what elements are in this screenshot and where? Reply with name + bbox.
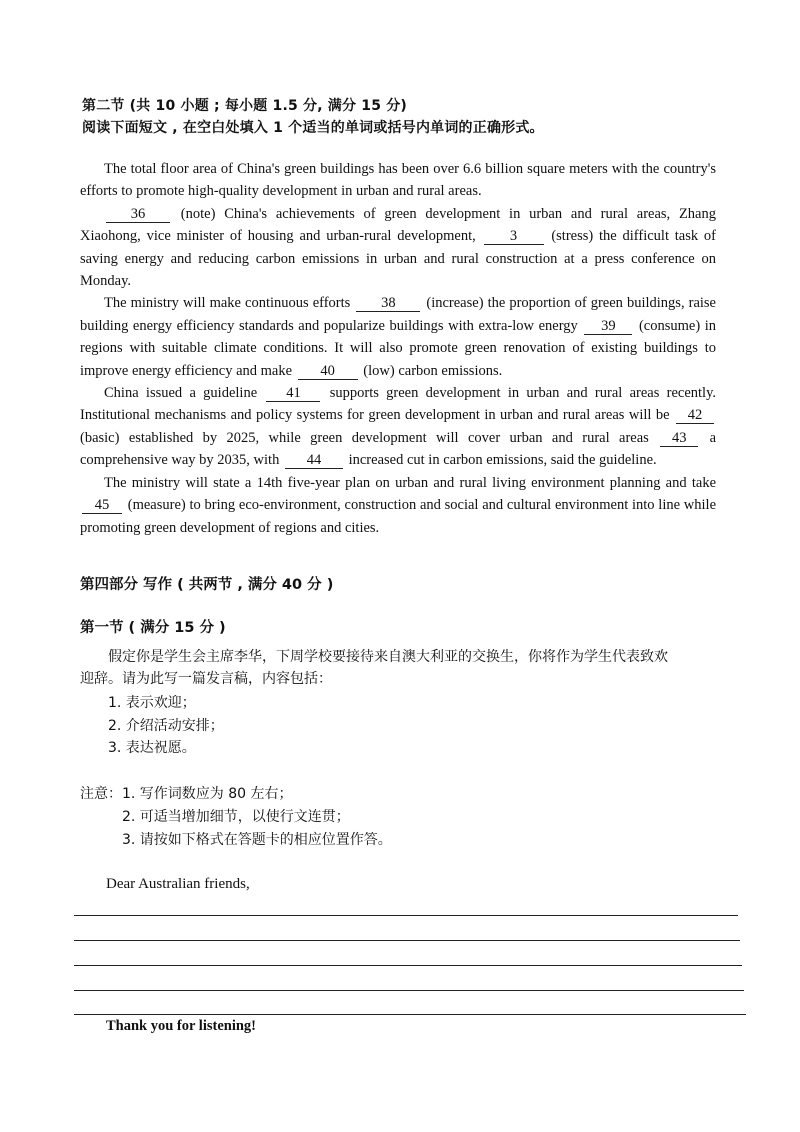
passage-paragraph-4: China issued a guideline 41 supports green development in urban and rural areas recently. Institutional mechanisms and policy systems for green development in urban and rural areas will be 42 (basic) established by 2025, while green development will cover urban and rural areas 43 a comprehensive way by 2035, with 44 increased cut in carbon emissions, said the guideline. [80, 385, 717, 469]
writing-prompt-line-2: 迎辞。请为此写一篇发言稿，内容包括： [80, 671, 332, 687]
note-1: 1. 写作词数应为 80 左右； [122, 786, 293, 802]
blank-39[interactable]: 39 [584, 318, 632, 335]
note-3: 3. 请按如下格式在答题卡的相应位置作答。 [122, 832, 392, 848]
hint-38: (increase) [426, 295, 484, 312]
salutation: Dear Australian friends, [106, 876, 250, 892]
hint-45: (measure) [127, 497, 186, 514]
passage-paragraph-1: The total floor area of China's green buildings has been over 6.6 billion square meters with the country's efforts to promote high-quality development in urban and rural areas. [80, 161, 716, 200]
writing-line-1[interactable] [74, 915, 738, 916]
closing: Thank you for listening! [106, 1018, 257, 1034]
passage-paragraph-5: The ministry will state a 14th five-year plan on urban and rural living environment planning and take 45 (measure) to bring eco-environment, construction and social and cultural environment into line while promoting green development of regions and cities. [80, 474, 717, 536]
writing-line-2[interactable] [74, 940, 740, 941]
writing-line-3[interactable] [74, 965, 742, 966]
blank-38[interactable]: 38 [356, 295, 420, 312]
writing-item-2: 2. 介绍活动安排； [108, 718, 224, 734]
hint-40: (low) [363, 362, 395, 379]
blank-40[interactable]: 40 [298, 363, 358, 380]
hint-42: (basic) [80, 429, 120, 446]
hint-39: (consume) [638, 317, 701, 334]
writing-line-5[interactable] [74, 1014, 746, 1015]
blank-42[interactable]: 42 [676, 407, 714, 424]
passage-paragraph-2: 36 (note) China's achievements of green development in urban and rural areas, Zhang Xiaohong, vice minister of housing and urban-rural development, 3 (stress) the difficult task of saving energy and reducing carbon emissions in urban and rural construction at a press conference on Monday. [80, 205, 716, 290]
writing-item-1: 1. 表示欢迎； [108, 695, 196, 711]
notes-label: 注意： [80, 786, 122, 802]
part-4-section-1-title: 第一节 ( 满分 15 分 ) [80, 620, 226, 636]
writing-line-4[interactable] [74, 990, 744, 991]
note-2: 2. 可适当增加细节，以使行文连贯； [122, 809, 350, 825]
hint-36: (note) [180, 205, 216, 222]
blank-41[interactable]: 41 [266, 385, 320, 402]
part-4-title: 第四部分 写作 ( 共两节 , 满分 40 分 ) [80, 577, 334, 593]
writing-prompt-line-1: 假定你是学生会主席李华，下周学校要接待来自澳大利亚的交换生，你将作为学生代表致欢 [108, 649, 668, 665]
section-2-instruction: 阅读下面短文 , 在空白处填入 1 个适当的单词或括号内单词的正确形式。 [82, 120, 544, 136]
passage-paragraph-3: The ministry will make continuous efforts 38 (increase) the proportion of green buildings, raise building energy efficiency standards and popularize buildings with extra-low energy 39 (consume) in regions with suitable climate conditions. It will also promote green renovation of existing buildings to improve energy efficiency and make 40 (low) carbon emissions. [80, 295, 717, 379]
passage [80, 158, 716, 539]
blank-36[interactable]: 36 [106, 206, 170, 223]
blank-45[interactable]: 45 [82, 497, 122, 514]
writing-item-3: 3. 表达祝愿。 [108, 740, 196, 756]
blank-43[interactable]: 43 [660, 430, 698, 447]
blank-44[interactable]: 44 [285, 452, 343, 469]
hint-37: (stress) [551, 228, 594, 245]
section-2-title: 第二节 (共 10 小题 ; 每小题 1.5 分, 满分 15 分) [82, 98, 408, 114]
blank-37[interactable]: 3 [484, 228, 544, 245]
